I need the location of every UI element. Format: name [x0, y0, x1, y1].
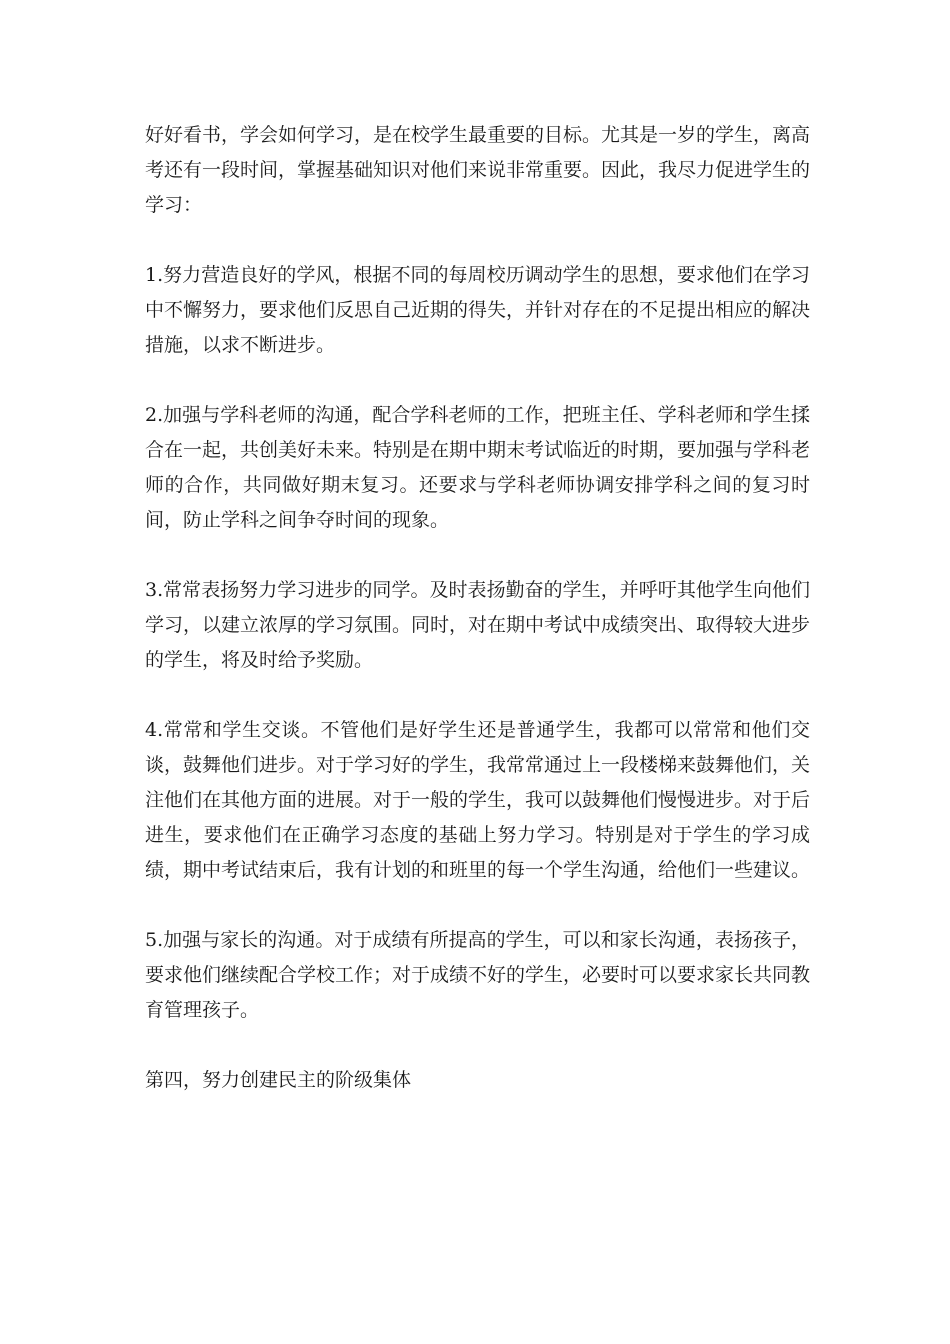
section-heading: 第四，努力创建民主的阶级集体: [145, 1069, 412, 1091]
paragraph-item-4: 4.常常和学生交谈。不管他们是好学生还是普通学生，我都可以常常和他们交谈，鼓舞他们进步。对于学习好的学生，我常常通过上一段楼梯来鼓舞他们，关注他们在其他方面的进展。对于一般的学生，我可以鼓舞他们慢慢进步。对于后进生，要求他们在正确学习态度的基础上努力学习。特别是对于学生的学习成绩，期中考试结束后，我有计划的和班里的每一个学生沟通，给他们一些建议。: [145, 719, 811, 881]
paragraph-item-1: 1.努力营造良好的学风，根据不同的每周校历调动学生的思想，要求他们在学习中不懈努力，要求他们反思自己近期的得失，并针对存在的不足提出相应的解决措施，以求不断进步。: [145, 264, 811, 356]
paragraph-item-5: 5.加强与家长的沟通。对于成绩有所提高的学生，可以和家长沟通，表扬孩子，要求他们继续配合学校工作；对于成绩不好的学生，必要时可以要求家长共同教育管理孩子。: [145, 929, 811, 1021]
paragraph-item-3: 3.常常表扬努力学习进步的同学。及时表扬勤奋的学生，并呼吁其他学生向他们学习，以建立浓厚的学习氛围。同时，对在期中考试中成绩突出、取得较大进步的学生，将及时给予奖励。: [145, 579, 811, 671]
paragraph-intro: 好好看书，学会如何学习，是在校学生最重要的目标。尤其是一岁的学生，离高考还有一段时间，掌握基础知识对他们来说非常重要。因此，我尽力促进学生的学习：: [145, 124, 811, 216]
paragraph-item-2: 2.加强与学科老师的沟通，配合学科老师的工作，把班主任、学科老师和学生揉合在一起，共创美好未来。特别是在期中期末考试临近的时期，要加强与学科老师的合作，共同做好期末复习。还要求与学科老师协调安排学科之间的复习时间，防止学科之间争夺时间的现象。: [145, 404, 811, 531]
document-body: [145, 118, 810, 1098]
